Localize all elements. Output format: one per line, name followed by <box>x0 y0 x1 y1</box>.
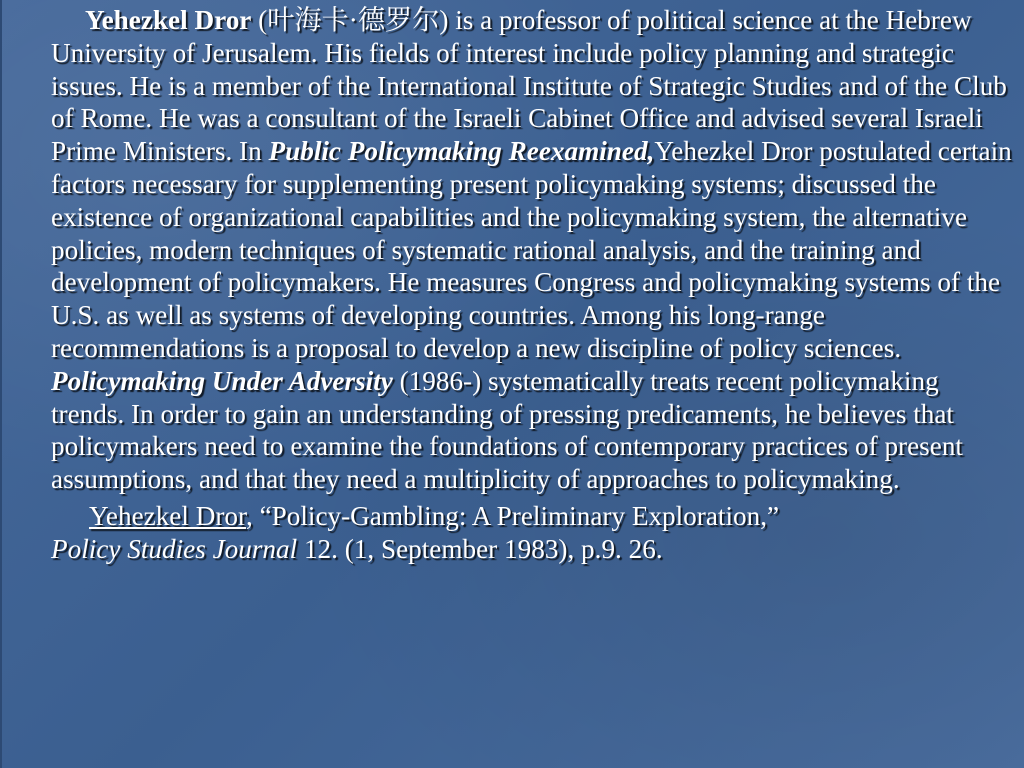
bio-text-3: (1986-) systematically treats recent policymaking trends. In order to gain an understanding of pressing predicaments, he believes that policymakers need to examine the foundations of contemporary practices of present assumptions, and that they need a multiplicity of approaches to policymaking. <box>51 365 963 495</box>
reference-title: , “Policy-Gambling: A Preliminary Exploration,” <box>245 500 780 531</box>
slide-body <box>51 4 1017 566</box>
reference-paragraph <box>51 500 1017 566</box>
book-title-policymaking-under-adversity: Policymaking Under Adversity <box>51 365 393 396</box>
reference-author: Yehezkel Dror <box>89 500 246 531</box>
reference-details: 12. (1, September 1983), p.9. 26. <box>297 533 663 564</box>
bio-text-1: is a professor of political science at the Hebrew University of Jerusalem. His fields of interest include policy planning and strategic issues. He is a member of the International Institute of Strategic Studies and of the Club of Rome. He was a consultant of the Israeli Cabinet Office and advised several Israeli Prime Ministers. In <box>51 5 1007 167</box>
book-title-public-policymaking: Public Policymaking Reexamined, <box>268 136 655 167</box>
author-name: Yehezkel Dror <box>85 5 252 35</box>
bio-text-2: Yehezkel Dror postulated certain factors necessary for supplementing present policymaking systems; discussed the existence of organizational capabilities and the policymaking system, the alternative policies, modern techniques of systematic rational analysis, and the training and development of policymakers. He measures Congress and policymaking systems of the U.S. as well as systems of developing countries. Among his long-range recommendations is a proposal to develop a new discipline of policy sciences. <box>51 136 1012 363</box>
bio-paragraph <box>51 4 1017 496</box>
reference-journal: Policy Studies Journal <box>51 533 298 564</box>
author-name-chinese: (叶海卡·德罗尔) <box>251 5 449 35</box>
